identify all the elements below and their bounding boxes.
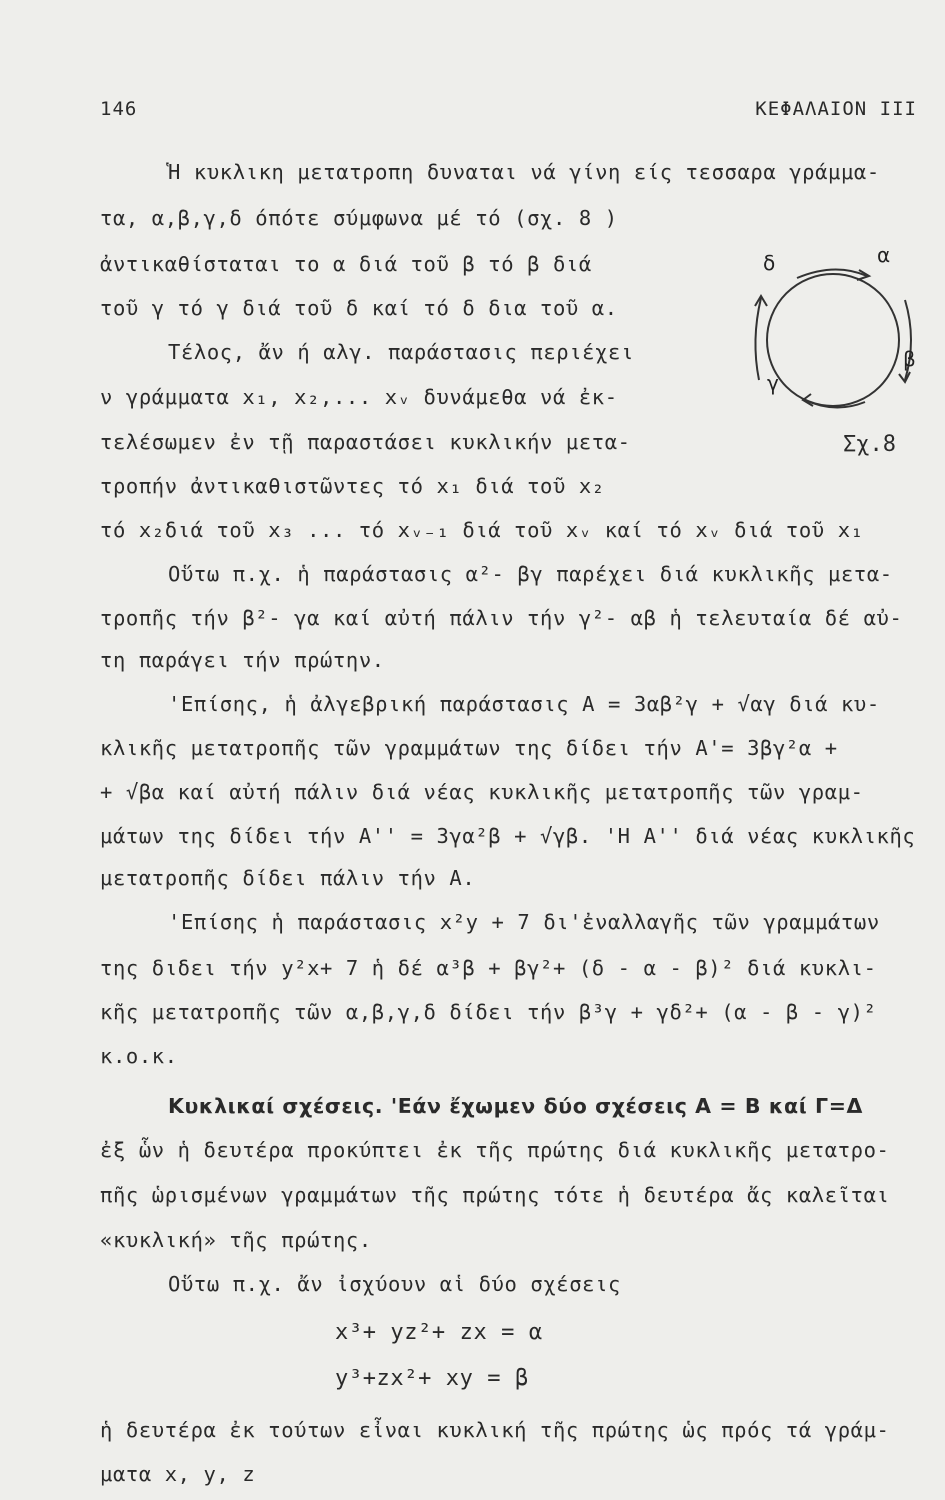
text-line: τροπήν ἀντικαθιστῶντες τό x₁ διά τοῦ x₂: [100, 474, 605, 498]
text-line: τα, α,β,γ,δ όπότε σύμφωνα μέ τό (σχ. 8 ): [100, 206, 618, 230]
text-line: ἀντικαθίσταται το α διά τοῦ β τό β διά: [100, 252, 592, 276]
text-line: ν γράμματα x₁, x₂,... xᵥ δυνάμεθα νά ἐκ-: [100, 385, 618, 409]
text-line: της διδει τήν y²x+ 7 ἡ δέ α³β + βγ²+ (δ - α - β)² διά κυκλι-: [100, 956, 877, 980]
text-line: κῆς μετατροπῆς τῶν α,β,γ,δ δίδει τήν β³γ + γδ²+ (α - β - γ)²: [100, 1000, 877, 1024]
text-line: 'Επίσης ἡ παράστασις x²y + 7 δι'ἐναλλαγῆς τῶν γραμμάτων: [168, 910, 880, 934]
label-delta: δ: [763, 251, 776, 275]
label-alpha: α: [877, 243, 891, 267]
text-line: + √βα καί αὐτή πάλιν διά νέας κυκλικῆς μετατροπῆς τῶν γραμ-: [100, 780, 864, 804]
text-line: Ἡ κυκλικη μετατροπη δυναται νά γίνη είς τεσσαρα γράμμα-: [168, 160, 880, 184]
text-line: Οὕτω π.χ. ἄν ἰσχύουν αἱ δύο σχέσεις: [168, 1272, 621, 1296]
label-beta: β: [903, 347, 916, 371]
figure-caption: Σχ.8: [843, 432, 896, 457]
equation-1: x³+ yz²+ zx = α: [335, 1320, 543, 1345]
text-line: ματα x, y, z: [100, 1462, 256, 1486]
text-line: 'Επίσης, ἡ ἀλγεβρική παράστασις Α = 3αβ²γ + √αγ διά κυ-: [168, 692, 880, 716]
text-line: κ.ο.κ.: [100, 1044, 178, 1068]
text-line: ἐξ ὧν ἡ δευτέρα προκύπτει ἐκ τῆς πρώτης διά κυκλικῆς μετατρο-: [100, 1138, 890, 1162]
text-line: ἡ δευτέρα ἐκ τούτων εἶναι κυκλική τῆς πρώτης ὡς πρός τά γράμ-: [100, 1418, 890, 1442]
text-line: τοῦ γ τό γ διά τοῦ δ καί τό δ δια τοῦ α.: [100, 296, 618, 320]
text-line: πῆς ὡρισμένων γραμμάτων τῆς πρώτης τότε ἡ δευτέρα ἄς καλεῖται: [100, 1183, 890, 1207]
arrow-right-head: [899, 372, 910, 382]
text-line: τροπῆς τήν β²- γα καί αὐτή πάλιν τήν γ²- αβ ἡ τελευταία δέ αὐ-: [100, 606, 903, 630]
text-line: μετατροπῆς δίδει πάλιν τήν Α.: [100, 866, 476, 890]
text-line: τό x₂διά τοῦ x₃ ... τό xᵥ₋₁ διά τοῦ xᵥ καί τό xᵥ διά τοῦ x₁: [100, 518, 864, 542]
text-line: μάτων της δίδει τήν Α'' = 3γα²β + √γβ. 'Η Α'' διά νέας κυκλικῆς: [100, 824, 916, 848]
text-line: Τέλος, ἄν ή αλγ. παράστασις περιέχει: [168, 340, 634, 364]
text-line: «κυκλική» τῆς πρώτης.: [100, 1228, 372, 1252]
text-line: Οὕτω π.χ. ἡ παράστασις α²- βγ παρέχει διά κυκλικῆς μετα-: [168, 562, 893, 586]
text-line: τελέσωμεν ἐν τῇ παραστάσει κυκλικήν μετα-: [100, 430, 631, 454]
section-heading-line: Κυκλικαί σχέσεις. 'Εάν ἔχωμεν δύο σχέσεις Α = Β καί Γ=Δ: [168, 1094, 863, 1118]
text-line: κλικῆς μετατροπῆς τῶν γραμμάτων της δίδει τήν Α'= 3βγ²α +: [100, 736, 838, 760]
arrow-left: [755, 298, 761, 380]
page-number: 146: [100, 98, 138, 120]
text-line: τη παράγει τήν πρώτην.: [100, 648, 385, 672]
equation-2: y³+zx²+ xy = β: [335, 1366, 529, 1391]
running-head: ΚΕΦΑΛΑΙΟΝ III: [755, 98, 917, 120]
cycle-circle: [767, 274, 899, 406]
label-gamma: γ: [767, 371, 779, 395]
cyclic-permutation-figure: [745, 240, 930, 470]
